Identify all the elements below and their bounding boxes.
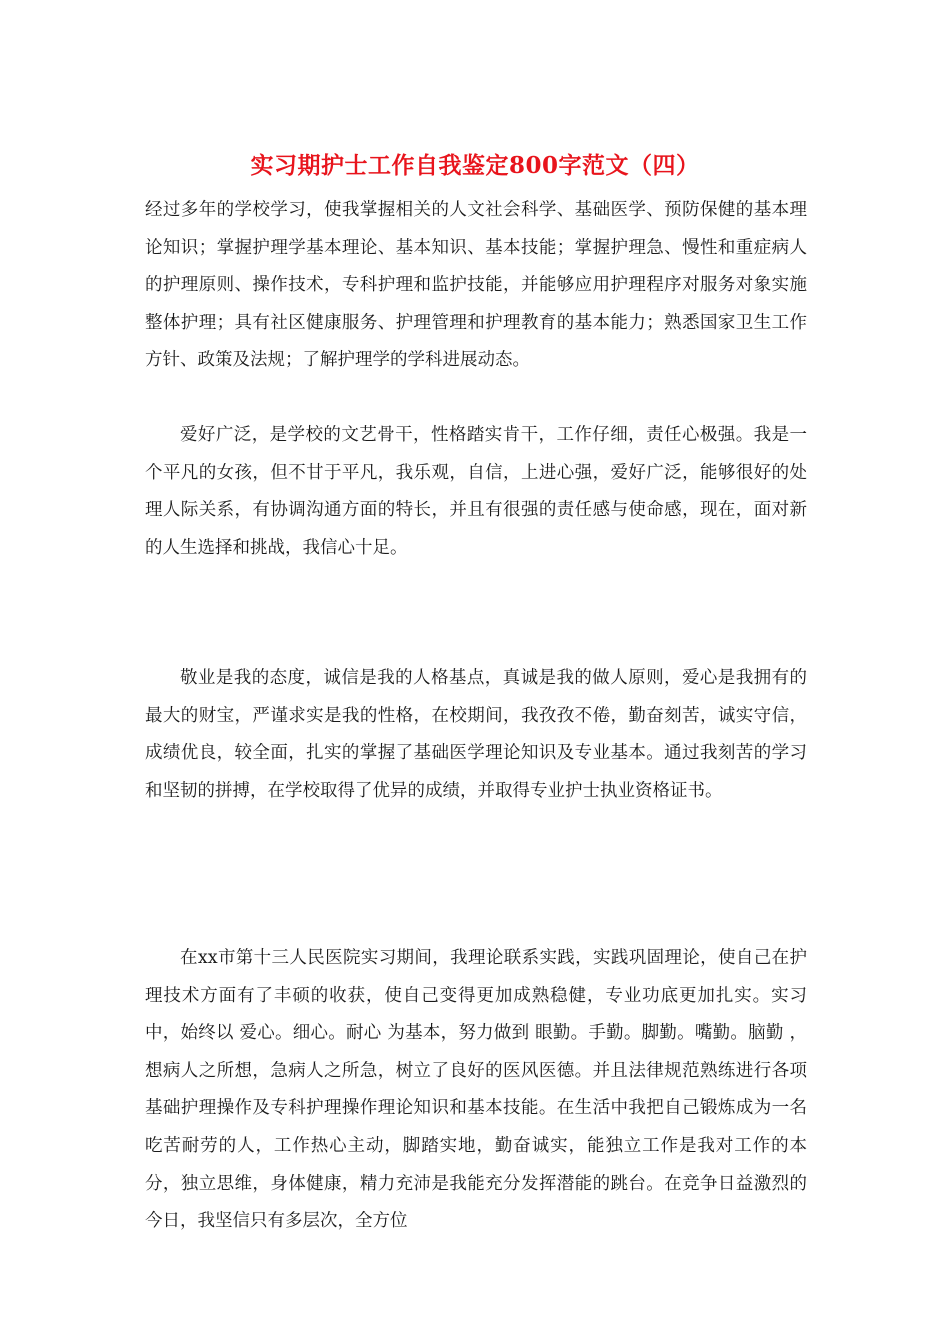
paragraph-internship: 在xx市第十三人民医院实习期间，我理论联系实践，实践巩固理论，使自己在护理技术方面有了丰硕的收获，使自己变得更加成熟稳健，专业功底更加扎实。实习中，始终以 爱心。细心。耐心 为基本，努力做到 眼勤。手勤。脚勤。嘴勤。脑勤 ，想病人之所想，急病人之所急，树立了良好的医风医德。并且法律规范熟练进行各项基础护理操作及专科护理操作理论知识和基本技能。在生活中我把自己锻炼成为一名吃苦耐劳的人，工作热心主动，脚踏实地，勤奋诚实，能独立工作是我对工作的本分，独立思维，身体健康，精力充沛是我能充分发挥潜能的跳台。在竞争日益激烈的今日，我坚信只有多层次，全方位 (145, 948, 807, 1232)
document-title: 实习期护士工作自我鉴定800字范文（四） (250, 152, 700, 179)
paragraph-work-ethic: 敬业是我的态度，诚信是我的人格基点，真诚是我的做人原则，爱心是我拥有的最大的财宝，严谨求实是我的性格，在校期间，我孜孜不倦，勤奋刻苦，诚实守信，成绩优良，较全面，扎实的掌握了基础医学理论知识及专业基本。通过我刻苦的学习和坚韧的拼搏，在学校取得了优异的成绩，并取得专业护士执业资格证书。 (145, 668, 807, 801)
paragraph-personality: 爱好广泛，是学校的文艺骨干，性格踏实肯干，工作仔细，责任心极强。我是一个平凡的女孩，但不甘于平凡，我乐观，自信，上进心强，爱好广泛，能够很好的处理人际关系，有协调沟通方面的特长，并且有很强的责任感与使命感，现在，面对新的人生选择和挑战，我信心十足。 (145, 425, 807, 558)
paragraph-education: 经过多年的学校学习，使我掌握相关的人文社会科学、基础医学、预防保健的基本理论知识；掌握护理学基本理论、基本知识、基本技能；掌握护理急、慢性和重症病人的护理原则、操作技术，专科护理和监护技能，并能够应用护理程序对服务对象实施整体护理；具有社区健康服务、护理管理和护理教育的基本能力；熟悉国家卫生工作方针、政策及法规；了解护理学的学科进展动态。 (145, 200, 807, 371)
